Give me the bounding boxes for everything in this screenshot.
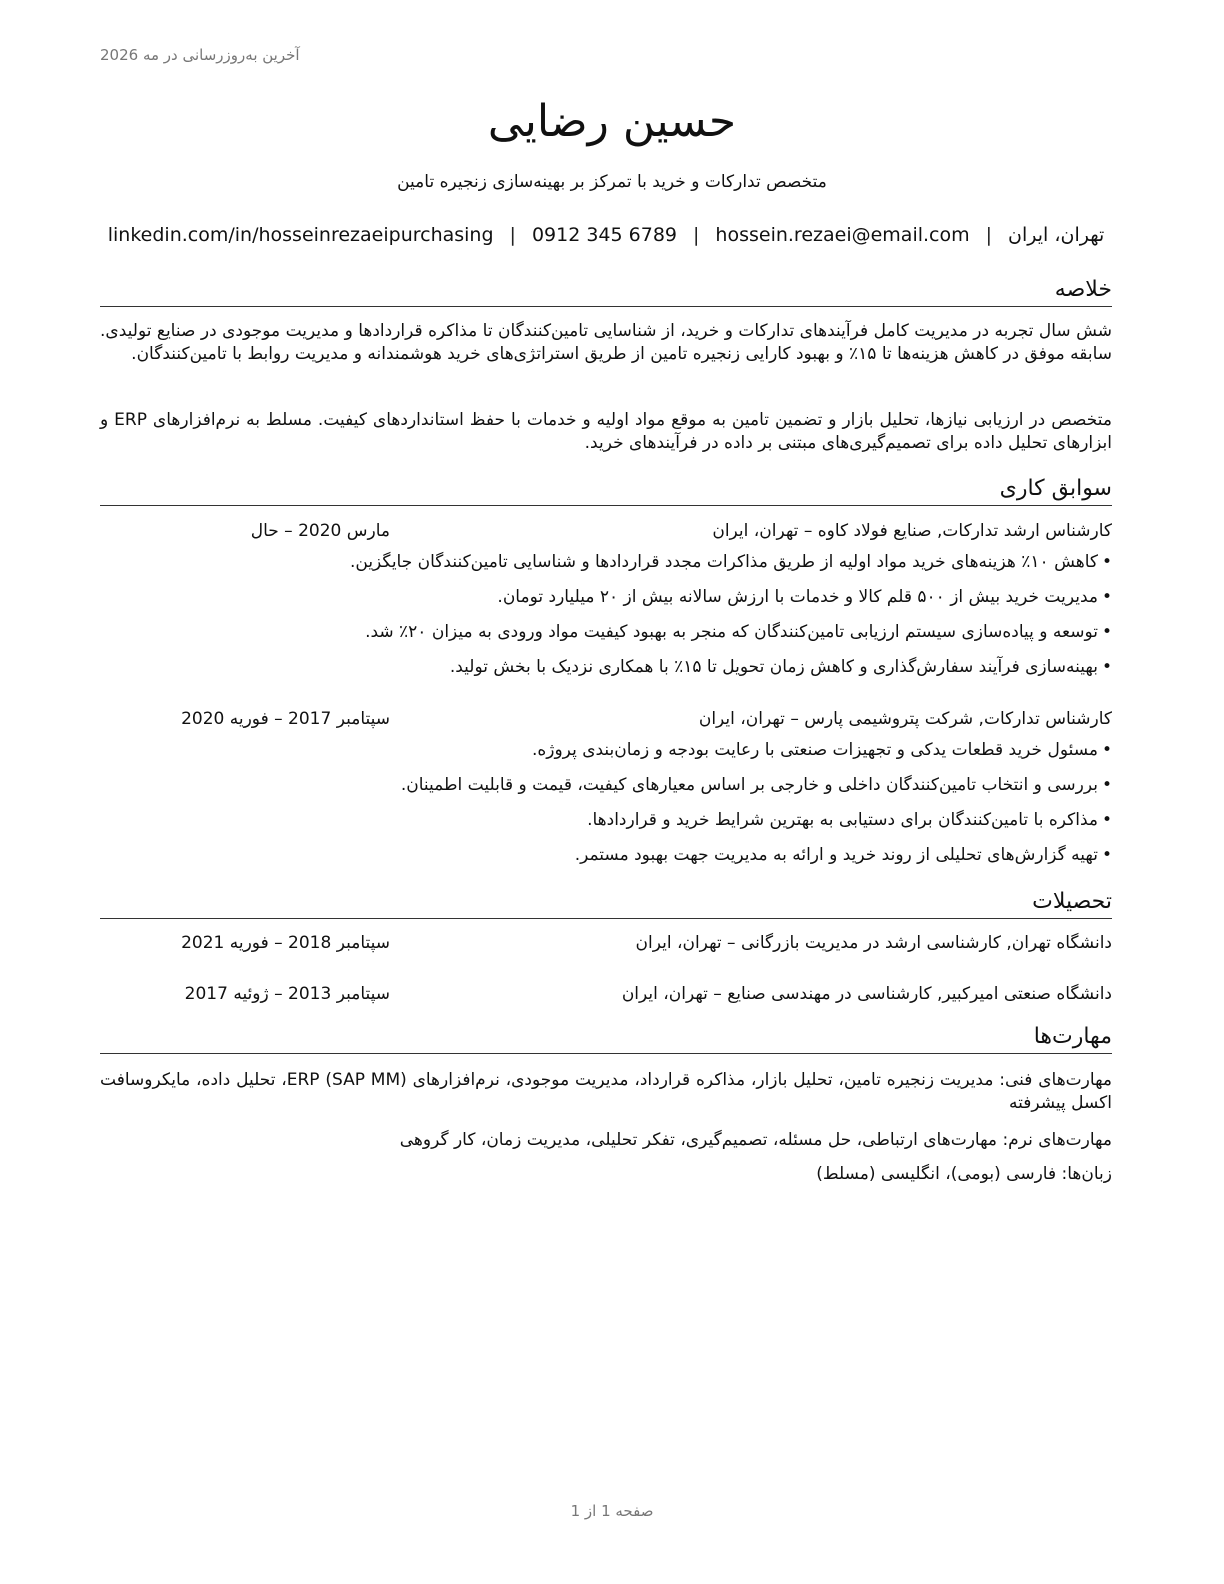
education-degree: دانشگاه تهران, کارشناسی ارشد در مدیریت بازرگانی – تهران، ایران [635, 933, 1112, 953]
summary-paragraph-2: متخصص در ارزیابی نیازها، تحلیل بازار و تضمین تامین به موقع مواد اولیه و خدمات با حفظ استانداردهای کیفیت. مسلط به نرم‌افزارهای ERP و ابزارهای تحلیل داده برای تصمیم‌گیری‌های مبتنی بر داده در فرآیندهای خرید. [100, 410, 1112, 453]
skills-technical: مهارت‌های فنی: مدیریت زنجیره تامین، تحلیل بازار، مذاکره قرارداد، مدیریت موجودی، نرم‌افزارهای ERP (SAP MM)، تحلیل داده، مایکروسافت اکسل پیشرفته [100, 1070, 1113, 1113]
education-degree: دانشگاه صنعتی امیرکبیر, کارشناسی در مهندسی صنایع – تهران، ایران [621, 984, 1112, 1004]
job-bullets-2 [100, 738, 1112, 878]
bullet-glyph: • [1101, 740, 1112, 760]
bullet-glyph: • [1101, 775, 1112, 795]
education-dates: سپتامبر 2018 – فوریه 2021 [181, 933, 390, 953]
bullet-item: •مدیریت خرید بیش از ۵۰۰ قلم کالا و خدمات با ارزش سالانه بیش از ۲۰ میلیارد تومان. [497, 587, 1112, 607]
candidate-headline: متخصص تدارکات و خرید با تمرکز بر بهینه‌سازی زنجیره تامین [397, 172, 827, 192]
education-item-1 [100, 931, 1112, 955]
contact-separator: | [985, 224, 993, 246]
job-dates: مارس 2020 – حال [250, 521, 390, 541]
education-dates: سپتامبر 2013 – ژوئیه 2017 [184, 984, 390, 1004]
bullet-glyph: • [1101, 552, 1112, 572]
job-bullets-1 [100, 550, 1112, 690]
bullet-glyph: • [1101, 622, 1112, 642]
summary-paragraph-1: شش سال تجربه در مدیریت کامل فرآیندهای تدارکات و خرید، از شناسایی تامین‌کنندگان تا مذاکره قراردادها و مدیریت موجودی در صنایع تولیدی. سابقه موفق در کاهش هزینه‌ها تا ۱۵٪ و بهبود کارایی زنجیره تامین از طریق استراتژی‌های خرید هوشمندانه و مدیریت روابط با تامین‌کنندگان. [100, 321, 1112, 364]
page-number: صفحه 1 از 1 [570, 1502, 654, 1520]
bullet-glyph: • [1101, 845, 1112, 865]
section-title-skills: مهارت‌ها [100, 1023, 1112, 1054]
section-title-summary: خلاصه [100, 276, 1112, 307]
bullet-glyph: • [1101, 657, 1112, 677]
contact-phone[interactable]: 0912 345 6789 [531, 224, 678, 246]
candidate-name: حسین رضایی [487, 96, 737, 147]
skills-languages: زبان‌ها: فارسی (بومی)، انگلیسی (مسلط) [816, 1164, 1112, 1184]
contact-separator: | [693, 224, 700, 246]
bullet-item: •مذاکره با تامین‌کنندگان برای دستیابی به بهترین شرایط خرید و قراردادها. [587, 810, 1112, 830]
contact-line [100, 224, 1112, 246]
bullet-item: •مسئول خرید قطعات یدکی و تجهیزات صنعتی با رعایت بودجه و زمان‌بندی پروژه. [531, 740, 1112, 760]
job-title-company: کارشناس ارشد تدارکات, صنایع فولاد کاوه – تهران، ایران [712, 521, 1112, 541]
contact-linkedin-link[interactable]: linkedin.com/in/hosseinrezaeipurchasing [107, 224, 494, 246]
last-updated-note: آخرین به‌روزرسانی در مه 2026 [100, 46, 300, 64]
bullet-item: •بهینه‌سازی فرآیند سفارش‌گذاری و کاهش زمان تحویل تا ۱۵٪ با همکاری نزدیک با بخش تولید. [449, 657, 1112, 677]
section-title-experience: سوابق کاری [100, 475, 1112, 506]
section-title-education: تحصیلات [100, 888, 1112, 919]
bullet-item: •بررسی و انتخاب تامین‌کنندگان داخلی و خارجی بر اساس معیارهای کیفیت، قیمت و قابلیت اطمینان. [400, 775, 1112, 795]
education-item-2 [100, 982, 1112, 1006]
contact-email-link[interactable]: hossein.rezaei@email.com [715, 224, 970, 246]
job-header-1 [100, 519, 1112, 543]
bullet-item: •توسعه و پیاده‌سازی سیستم ارزیابی تامین‌کنندگان که منجر به بهبود کیفیت مواد ورودی به میزان ۲۰٪ شد. [365, 622, 1112, 642]
bullet-item: •کاهش ۱۰٪ هزینه‌های خرید مواد اولیه از طریق مذاکرات مجدد قراردادها و شناسایی تامین‌کنندگان جایگزین. [349, 552, 1112, 572]
job-dates: سپتامبر 2017 – فوریه 2020 [181, 709, 390, 729]
job-header-2 [100, 707, 1112, 731]
job-title-company: کارشناس تدارکات, شرکت پتروشیمی پارس – تهران، ایران [698, 709, 1112, 729]
contact-location: تهران، ایران [1008, 224, 1105, 246]
contact-separator: | [509, 224, 516, 246]
bullet-item: •تهیه گزارش‌های تحلیلی از روند خرید و ارائه به مدیریت جهت بهبود مستمر. [574, 845, 1112, 865]
bullet-glyph: • [1101, 587, 1112, 607]
bullet-glyph: • [1101, 810, 1112, 830]
skills-soft: مهارت‌های نرم: مهارت‌های ارتباطی، حل مسئله، تصمیم‌گیری، تفکر تحلیلی، مدیریت زمان، کار گروهی [399, 1130, 1112, 1150]
